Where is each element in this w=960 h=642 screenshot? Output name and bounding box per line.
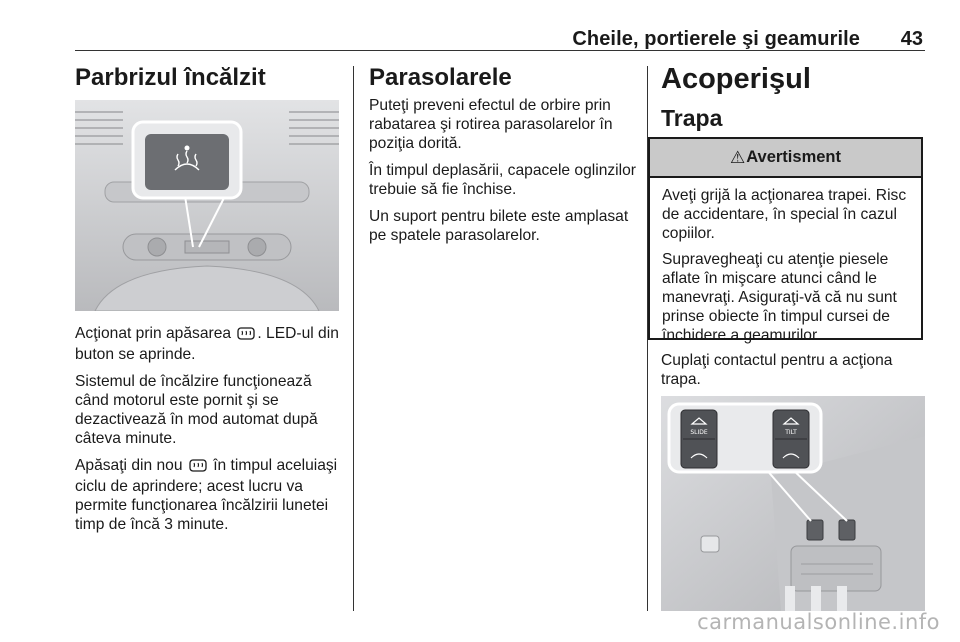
left-paragraph-2: Sistemul de încălzire funcţionează când motorul este pornit şi se dezactivează în mod automat după câteva minute. <box>75 373 318 447</box>
sunroof-controls-illustration <box>661 396 925 611</box>
para-activated-by: Acţionat prin apăsarea <box>75 325 232 342</box>
subheading-sunroof: Trapa <box>661 105 723 131</box>
tilt-label: TILT <box>785 429 797 436</box>
page-number: 43 <box>900 28 923 50</box>
warning-triangle-icon: ⚠ <box>729 147 746 167</box>
right-column-text <box>661 351 923 397</box>
warning-paragraph-1: Aveţi grijă la acţionarea trapei. Risc de accidentare, în special în cazul copiilor. <box>662 187 907 242</box>
rear-defrost-icon-2 <box>189 458 207 477</box>
middle-paragraph-2: În timpul deplasării, capacele oglinzilor trebuie să fie închise. <box>369 162 636 198</box>
middle-paragraph-1: Puteţi preveni efectul de orbire prin rabatarea şi rotirea parasolarelor în poziţia dorită. <box>369 97 613 152</box>
slide-label: SLIDE <box>690 429 708 436</box>
para-during-cycle: în timpul aceluiaşi ciclu de aprindere; acest lucru va permite funcţionarea încălzirii lunetei timp de încă 3 minute. <box>75 457 338 533</box>
left-paragraph-1 <box>75 324 347 364</box>
warning-header <box>650 139 921 178</box>
middle-column <box>369 64 639 253</box>
para-led-lights: . LED-ul din buton se aprinde. <box>75 325 339 363</box>
warning-title: Avertisment <box>746 148 841 166</box>
middle-paragraph-3: Un suport pentru bilete este amplasat pe spatele parasolarelor. <box>369 208 629 244</box>
right-column-headings <box>661 62 923 132</box>
left-column <box>75 64 343 92</box>
section-heading-sun-visors: Parasolarele <box>369 64 512 91</box>
left-paragraph-3 <box>75 456 347 534</box>
column-divider-1 <box>353 66 354 611</box>
running-header-title: Cheile, portierele şi geamurile <box>572 28 860 50</box>
section-heading-heated-windscreen: Parbrizul încălzit <box>75 64 266 91</box>
rear-defrost-icon <box>237 326 255 345</box>
warning-body <box>650 178 921 345</box>
warning-paragraph-2: Supravegheaţi cu atenţie piesele aflate în mişcare atunci când le manevraţi. Asiguraţi-vă că nu sunt prinse obiecte în timpul cursei de închidere a geamurilor. <box>662 251 897 344</box>
sunroof-controls-photo <box>661 396 925 611</box>
dashboard-photo <box>75 100 339 311</box>
header-rule <box>75 50 925 51</box>
right-paragraph-1: Cuplaţi contactul pentru a acţiona trapa. <box>661 352 893 388</box>
watermark: carmanualsonline.info <box>697 610 940 634</box>
left-column-text <box>75 324 347 542</box>
dashboard-illustration <box>75 100 339 311</box>
warning-box <box>648 137 923 344</box>
para-press-again: Apăsaţi din nou <box>75 457 183 474</box>
section-heading-roof: Acoperişul <box>661 63 811 95</box>
